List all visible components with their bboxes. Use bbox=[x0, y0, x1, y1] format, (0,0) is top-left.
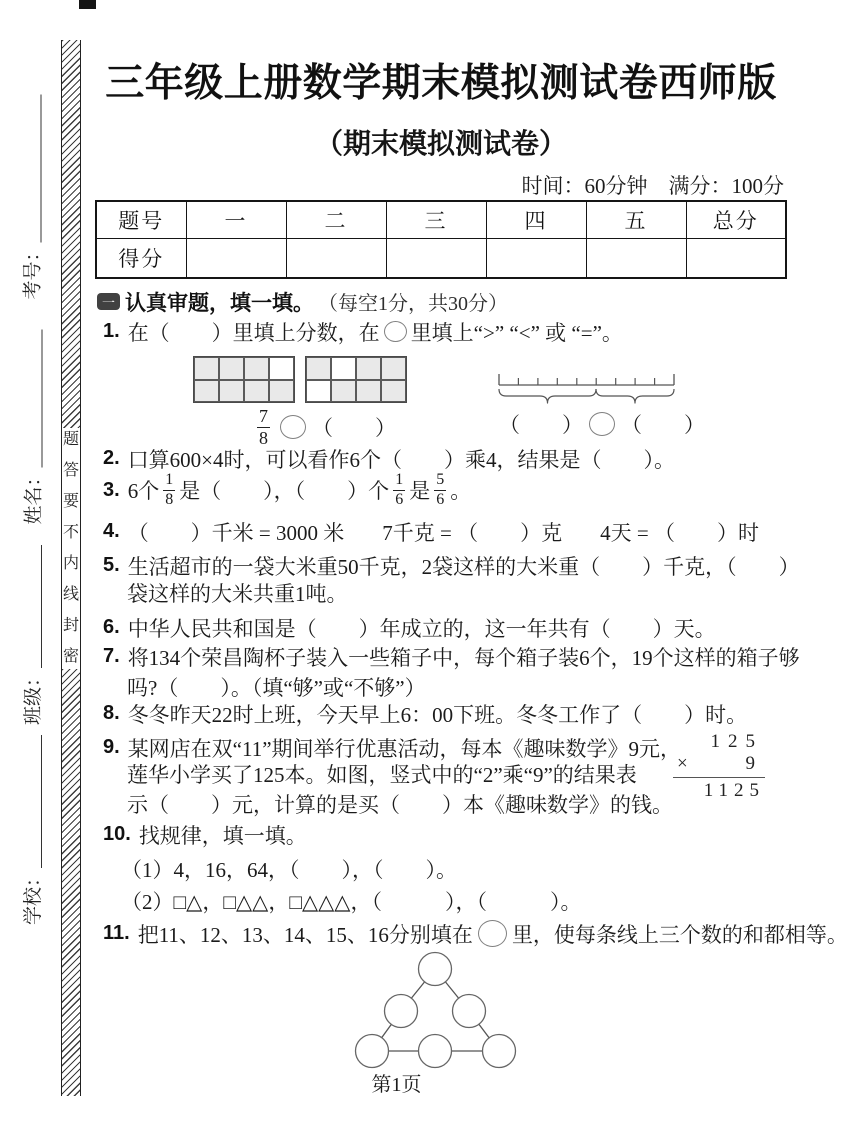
question-text: （ ）千米 = 3000 米 bbox=[127, 520, 345, 545]
shaded-cell bbox=[219, 357, 244, 380]
fraction-numerator: 7 bbox=[259, 405, 268, 426]
exam-paper bbox=[95, 0, 848, 1122]
question-5 bbox=[103, 552, 800, 579]
under-brace-left bbox=[499, 389, 596, 403]
question-number: 2. bbox=[103, 447, 120, 469]
question-7 bbox=[103, 643, 800, 670]
puzzle-circle bbox=[356, 1035, 389, 1068]
multiplier: 9 bbox=[745, 753, 755, 774]
question-text: 将134个荣昌陶杯子装入一些箱子中，每个箱子装6个，19个这样的箱子够 bbox=[127, 645, 800, 670]
question-text: （2）□△，□△△，□△△△，（ ），（ ）。 bbox=[121, 889, 582, 914]
seal-line-char: 密 bbox=[62, 648, 79, 665]
question-text: 7千克 = （ ）克 bbox=[382, 520, 563, 545]
fraction-numerator: 5 bbox=[436, 471, 445, 489]
puzzle-circle bbox=[483, 1035, 516, 1068]
score-cell-empty bbox=[486, 239, 586, 279]
fraction-denominator: 8 bbox=[259, 427, 268, 448]
fraction-numerator: 1 bbox=[165, 471, 174, 489]
question-text: 里填上“>” “<” 或 “=”。 bbox=[410, 320, 623, 345]
question-10-sub2 bbox=[121, 887, 581, 914]
score-cell-empty bbox=[286, 239, 386, 279]
under-brace-right bbox=[596, 389, 674, 403]
question-text: 6个 bbox=[127, 479, 160, 503]
empty-cell bbox=[306, 380, 331, 403]
question-text: 。 bbox=[450, 479, 472, 503]
question-number: 4. bbox=[103, 520, 120, 542]
number-line-figure bbox=[495, 372, 680, 408]
fill-line bbox=[41, 545, 42, 668]
times-sign: × bbox=[677, 753, 688, 774]
seal-line-char: 不 bbox=[62, 524, 79, 541]
empty-cell bbox=[331, 357, 356, 380]
multiplication-figure bbox=[673, 731, 765, 802]
question-11 bbox=[103, 920, 848, 947]
question-number: 10. bbox=[103, 823, 131, 845]
score-cell-empty bbox=[586, 239, 686, 279]
answer-blank: （ ） bbox=[621, 412, 705, 437]
question-9-line2 bbox=[127, 760, 637, 787]
question-number: 9. bbox=[103, 736, 120, 758]
comparison-circle bbox=[280, 415, 306, 439]
question-text: 4天 = （ ）时 bbox=[600, 520, 759, 545]
question-number: 5. bbox=[103, 554, 120, 576]
shaded-cell bbox=[269, 380, 294, 403]
empty-cell bbox=[269, 357, 294, 380]
margin-field-label: 考号： bbox=[22, 242, 44, 300]
seal-line-char: 线 bbox=[62, 586, 79, 603]
question-1 bbox=[103, 318, 623, 345]
number-line-blanks bbox=[499, 410, 705, 437]
paper-title: 三年级上册数学期末模拟测试卷西师版 bbox=[105, 62, 777, 105]
fraction-denominator: 6 bbox=[436, 490, 445, 508]
question-text: 冬冬昨天22时上班，今天早上6：00下班。冬冬工作了（ ）时。 bbox=[127, 702, 748, 727]
seal-hatch-bottom bbox=[62, 669, 80, 1096]
score-table-header-cell: 题号 bbox=[96, 201, 186, 239]
seal-hatch-top bbox=[62, 40, 80, 428]
score-table-header-cell: 总分 bbox=[686, 201, 786, 239]
seal-line-text bbox=[63, 428, 79, 669]
question-number: 7. bbox=[103, 645, 120, 667]
question-text: 中华人民共和国是（ ）年成立的，这一年共有（ ）天。 bbox=[127, 616, 716, 641]
question-text: 找规律，填一填。 bbox=[138, 823, 307, 848]
seal-line-char: 题 bbox=[62, 431, 79, 448]
question-9-line3 bbox=[127, 790, 673, 817]
question-10 bbox=[103, 821, 307, 848]
margin-field-school bbox=[20, 735, 46, 925]
question-number: 11. bbox=[103, 922, 130, 944]
answer-blank: （ ） bbox=[499, 412, 583, 437]
comparison-circle bbox=[384, 321, 407, 342]
product: 1125 bbox=[703, 780, 765, 801]
question-text: 是 bbox=[409, 479, 431, 503]
question-text: 是（ ），（ ）个 bbox=[179, 479, 390, 503]
triangle-puzzle-figure bbox=[350, 948, 520, 1070]
score-cell-empty bbox=[186, 239, 286, 279]
question-7-line2 bbox=[127, 673, 426, 700]
fraction-denominator: 8 bbox=[165, 490, 174, 508]
score-table-header-cell: 一 bbox=[186, 201, 286, 239]
margin-field-exam-number bbox=[20, 95, 46, 300]
shaded-cell bbox=[331, 380, 356, 403]
seal-line-char: 内 bbox=[62, 555, 79, 572]
question-number: 1. bbox=[103, 320, 120, 342]
question-text: 口算600×4时，可以看作6个（ ）乘4，结果是（ ）。 bbox=[127, 447, 676, 472]
answer-blank: （ ） bbox=[312, 416, 396, 440]
question-number: 6. bbox=[103, 616, 120, 638]
fill-line bbox=[42, 330, 43, 468]
question-text: 生活超市的一袋大米重50千克，2袋这样的大米重（ ）千克，（ ） bbox=[127, 554, 800, 579]
puzzle-circle bbox=[453, 995, 486, 1028]
fill-line bbox=[41, 735, 42, 868]
fraction-grid-2 bbox=[305, 356, 407, 403]
shaded-cell bbox=[356, 380, 381, 403]
margin-field-name bbox=[21, 330, 47, 525]
score-table-header-cell: 四 bbox=[486, 201, 586, 239]
puzzle-circle bbox=[419, 953, 452, 986]
section-number-badge: 一 bbox=[97, 293, 120, 310]
shaded-cell bbox=[244, 380, 269, 403]
question-text: 莲华小学买了125本。如图，竖式中的“2”乘“9”的结果表 bbox=[127, 762, 637, 787]
fraction-denominator: 6 bbox=[395, 490, 404, 508]
section-title: 认真审题，填一填。 bbox=[125, 291, 314, 315]
puzzle-circle bbox=[419, 1035, 452, 1068]
shaded-cell bbox=[381, 380, 406, 403]
score-table-score-row bbox=[96, 239, 786, 279]
question-text: 把11、12、13、14、15、16分别填在 bbox=[137, 922, 473, 947]
question-8 bbox=[103, 700, 747, 727]
question-text: 在（ ）里填上分数，在 bbox=[127, 320, 380, 345]
question-number: 3. bbox=[103, 478, 120, 501]
seal-line-char: 封 bbox=[62, 617, 79, 634]
question-text: 示（ ）元，计算的是买（ ）本《趣味数学》的钱。 bbox=[127, 792, 673, 817]
margin-field-label: 姓名： bbox=[23, 467, 45, 525]
shaded-cell bbox=[381, 357, 406, 380]
seal-band bbox=[61, 40, 81, 1096]
question-9 bbox=[103, 734, 681, 761]
fill-line bbox=[41, 95, 42, 243]
paper-subtitle: （期末模拟测试卷） bbox=[314, 129, 567, 160]
fraction bbox=[434, 471, 446, 509]
question-text: 吗?（ ）。（填“够”或“不够”） bbox=[127, 675, 426, 700]
fraction-numerator: 1 bbox=[395, 471, 404, 489]
question-text: 某网店在双“11”期间举行优惠活动，每本《趣味数学》9元， bbox=[127, 736, 682, 761]
multiplier-row bbox=[673, 753, 765, 778]
shaded-cell bbox=[194, 357, 219, 380]
score-cell-empty bbox=[386, 239, 486, 279]
question-6 bbox=[103, 614, 716, 641]
shaded-cell bbox=[306, 357, 331, 380]
question-5-line2 bbox=[127, 579, 348, 606]
shaded-cell bbox=[194, 380, 219, 403]
page-number: 第1页 bbox=[371, 1074, 422, 1096]
score-table-header-cell: 二 bbox=[286, 201, 386, 239]
question-3 bbox=[103, 467, 471, 513]
section-one-header bbox=[97, 288, 508, 315]
grid1-fraction-label bbox=[257, 406, 270, 448]
question-4 bbox=[103, 518, 759, 545]
question-text: 袋这样的大米共重1吨。 bbox=[127, 581, 348, 606]
fraction-grid-1 bbox=[193, 356, 295, 403]
question-text: （1）4，16，64，（ ），（ ）。 bbox=[121, 857, 457, 882]
comparison-circle bbox=[589, 412, 615, 436]
shaded-cell bbox=[219, 380, 244, 403]
fraction bbox=[393, 471, 405, 509]
margin-field-label: 班级： bbox=[23, 667, 44, 725]
time-and-score: 时间：60分钟 满分：100分 bbox=[521, 174, 784, 198]
question-10-sub1 bbox=[121, 855, 457, 882]
score-row-label: 得分 bbox=[96, 239, 186, 279]
score-table-header-cell: 五 bbox=[586, 201, 686, 239]
multiplicand: 125 bbox=[710, 731, 763, 752]
seal-line-char: 要 bbox=[62, 493, 79, 510]
grid-comparison-row bbox=[253, 406, 396, 448]
scan-artifact bbox=[79, 0, 96, 9]
score-table bbox=[95, 200, 787, 279]
question-text: 里，使每条线上三个数的和都相等。 bbox=[511, 922, 848, 947]
shaded-cell bbox=[244, 357, 269, 380]
seal-line-char: 答 bbox=[62, 462, 79, 479]
fill-circle bbox=[478, 920, 507, 947]
score-table-header-cell: 三 bbox=[386, 201, 486, 239]
shaded-cell bbox=[356, 357, 381, 380]
puzzle-circle bbox=[385, 995, 418, 1028]
margin-field-label: 学校： bbox=[23, 867, 44, 925]
question-number: 8. bbox=[103, 702, 120, 724]
section-note: （每空1分，共30分） bbox=[318, 293, 508, 315]
fraction bbox=[163, 471, 175, 509]
score-table-header-row bbox=[96, 201, 786, 239]
score-cell-empty bbox=[686, 239, 786, 279]
margin-field-class bbox=[20, 545, 46, 725]
